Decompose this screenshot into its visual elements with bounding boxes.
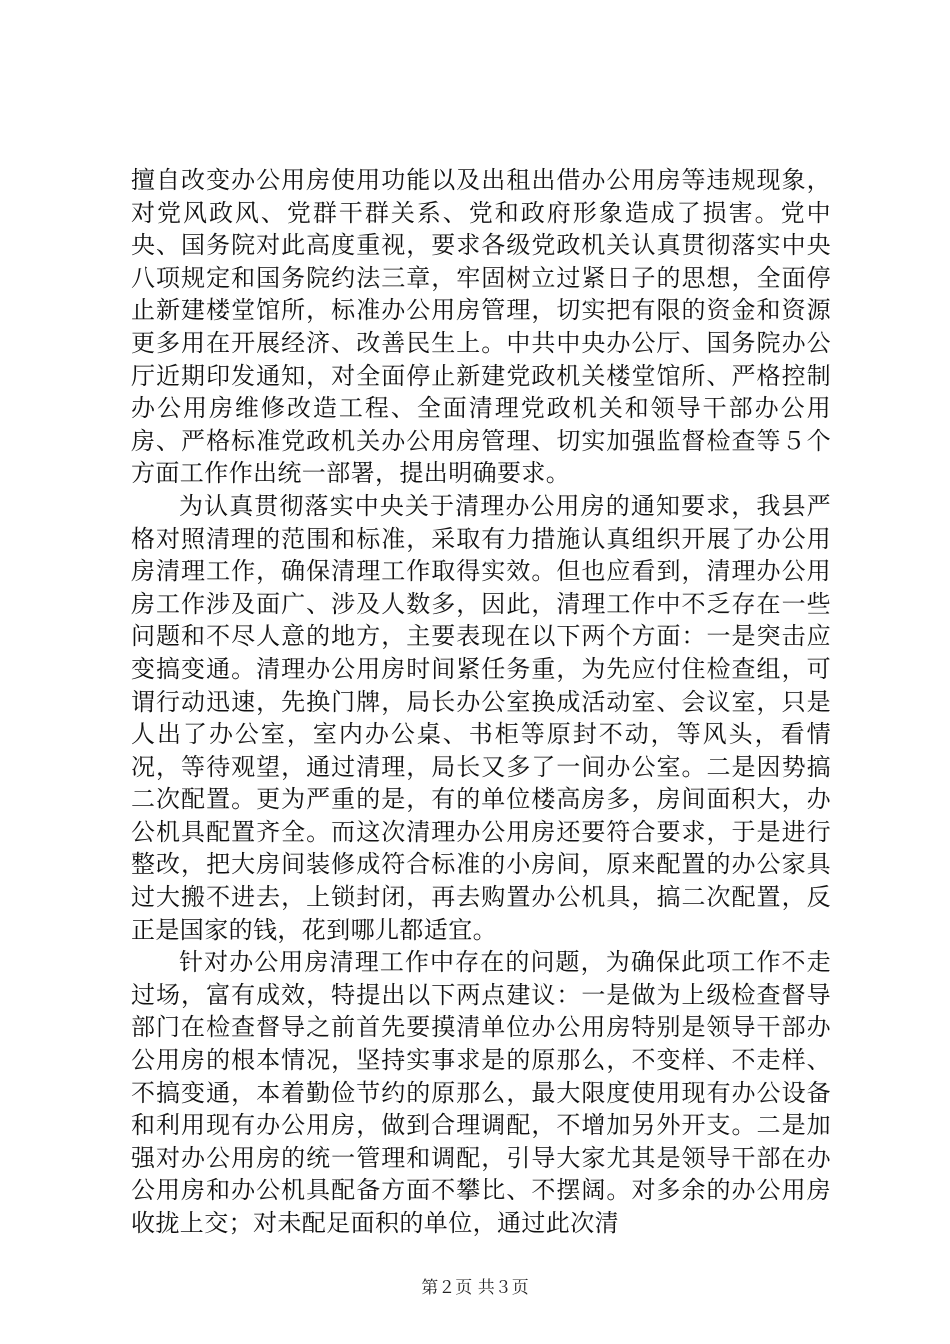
page-footer [0, 1276, 950, 1300]
paragraph-2: 为认真贯彻落实中央关于清理办公用房的通知要求，我县严格对照清理的范围和标准，采取有力措施认真组织开展了办公用房清理工作，确保清理工作取得实效。但也应看到，清理办公用房工作涉及面广、涉及人数多，因此，清理工作中不乏存在一些问题和不尽人意的地方，主要表现在以下两个方面：一是突击应变搞变通。清理办公用房时间紧任务重，为先应付住检查组，可谓行动迅速，先换门牌，局长办公室换成活动室、会议室，只是人出了办公室，室内办公桌、书柜等原封不动，等风头，看情况，等待观望，通过清理，局长又多了一间办公室。二是因势搞二次配置。更为严重的是，有的单位楼高房多，房间面积大，办公机具配置齐全。而这次清理办公用房还要符合要求，于是进行整改，把大房间装修成符合标准的小房间，原来配置的办公家具过大搬不进去，上锁封闭，再去购置办公机具，搞二次配置，反正是国家的钱，花到哪儿都适宜。 [131, 491, 831, 944]
paragraph-1: 擅自改变办公用房使用功能以及出租出借办公用房等违规现象，对党风政风、党群干群关系、党和政府形象造成了损害。党中央、国务院对此高度重视，要求各级党政机关认真贯彻落实中央八项规定和国务院约法三章，牢固树立过紧日子的思想，全面停止新建楼堂馆所，标准办公用房管理，切实把有限的资金和资源更多用在开展经济、改善民生上。中共中央办公厅、国务院办公厅近期印发通知，对全面停止新建党政机关楼堂馆所、严格控制办公用房维修改造工程、全面清理党政机关和领导干部办公用房、严格标准党政机关办公用房管理、切实加强监督检查等５个方面工作作出统一部署，提出明确要求。 [131, 166, 831, 488]
page-number-label: 第２页 共３页 [421, 1278, 529, 1298]
body-text [131, 164, 831, 1240]
paragraph-3: 针对办公用房清理工作中存在的问题，为确保此项工作不走过场，富有成效，特提出以下两点建议：一是做为上级检查督导部门在检查督导之前首先要摸清单位办公用房特别是领导干部办公用房的根本情况，坚持实事求是的原那么，不变样、不走样、不搞变通，本着勤俭节约的原那么，最大限度使用现有办公设备和利用现有办公用房，做到合理调配，不增加另外开支。二是加强对办公用房的统一管理和调配，引导大家尤其是领导干部在办公用房和办公机具配备方面不攀比、不摆阔。对多余的办公用房收拢上交；对未配足面积的单位，通过此次清 [131, 948, 831, 1237]
